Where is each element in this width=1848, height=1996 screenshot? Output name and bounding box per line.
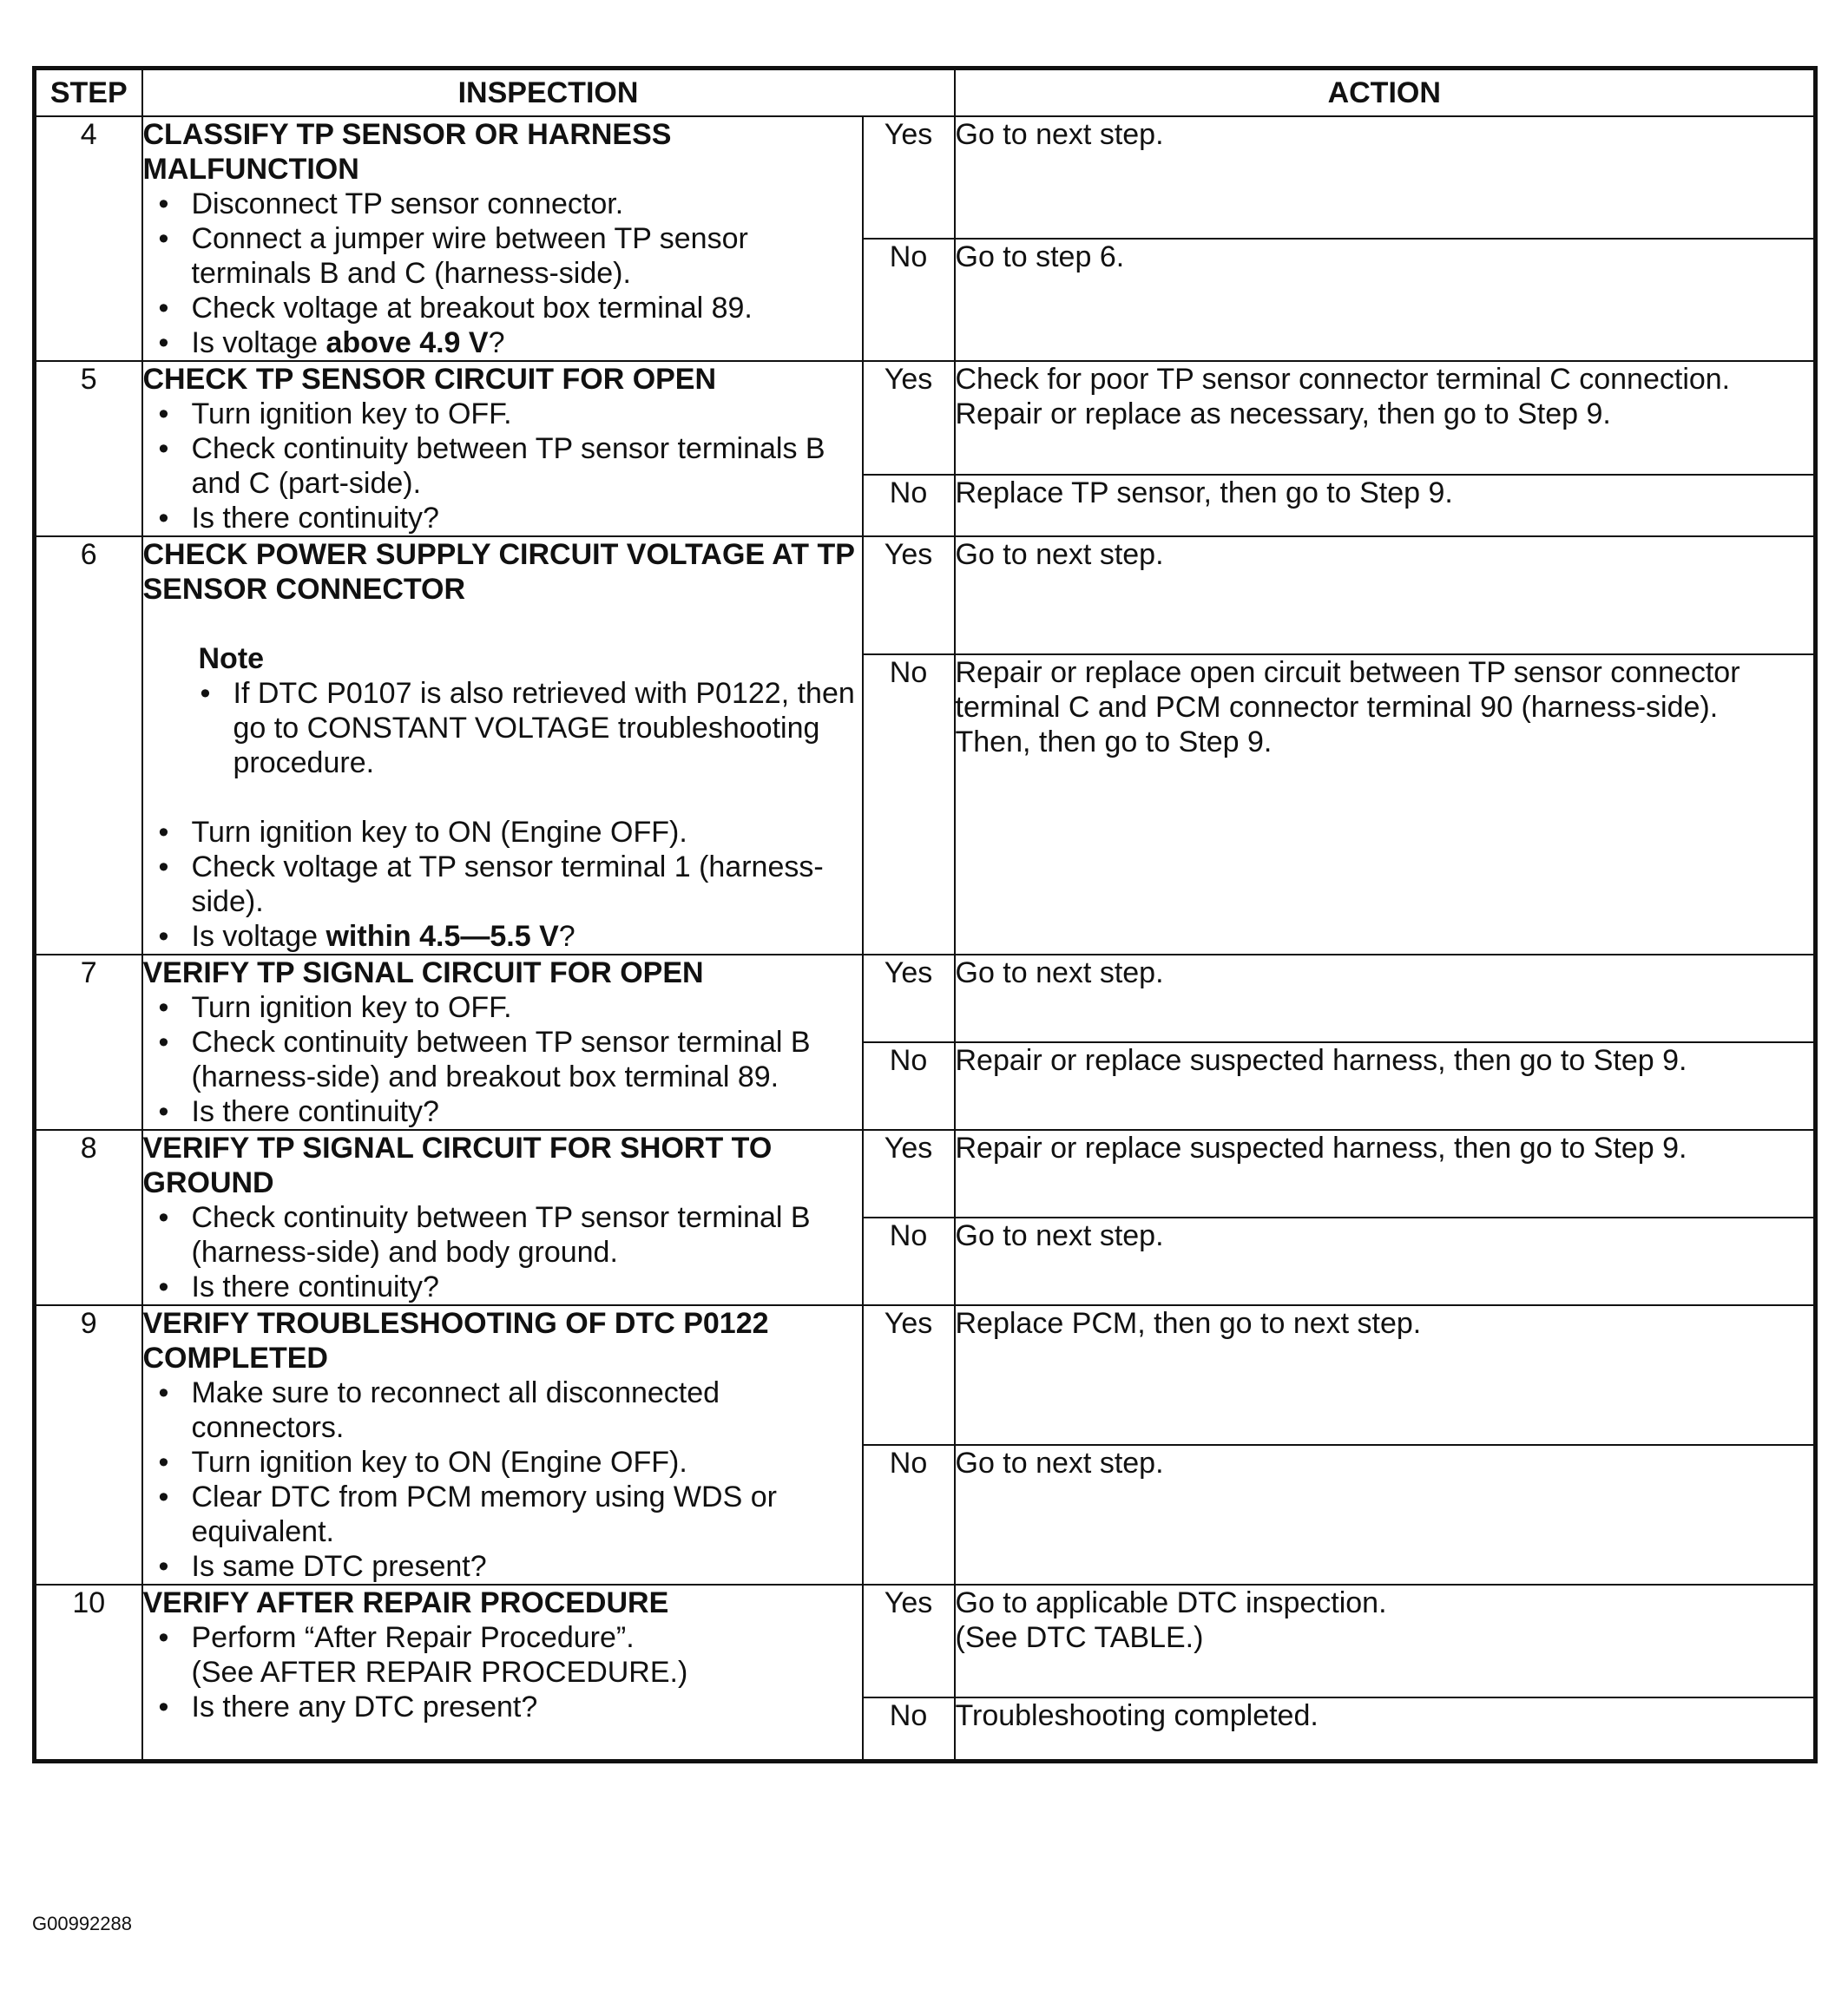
header-inspection: INSPECTION bbox=[142, 69, 955, 117]
no-action: Repair or replace suspected harness, then go to Step 9. bbox=[955, 1042, 1816, 1130]
step-5-row bbox=[35, 361, 1816, 475]
step-title: VERIFY TROUBLESHOOTING OF DTC P0122 COMPLETED bbox=[142, 1307, 769, 1375]
step-bullets bbox=[143, 187, 862, 360]
step-title: VERIFY TP SIGNAL CIRCUIT FOR SHORT TO GROUND bbox=[142, 1132, 773, 1199]
step-number: 7 bbox=[35, 955, 142, 1130]
bullet-item: • Is same DTC present? bbox=[192, 1549, 862, 1584]
bullet-item: • Check continuity between TP sensor terminals B and C (part-side). bbox=[192, 431, 862, 501]
yes-action: Repair or replace suspected harness, then go to Step 9. bbox=[955, 1130, 1816, 1218]
no-action: Replace TP sensor, then go to Step 9. bbox=[955, 475, 1816, 536]
step-inspection bbox=[142, 116, 863, 361]
no-action: Go to step 6. bbox=[955, 239, 1816, 361]
bullet-item: • Check voltage at TP sensor terminal 1 (harness-side). bbox=[192, 850, 862, 919]
bullet-item: • Turn ignition key to ON (Engine OFF). bbox=[192, 815, 862, 850]
no-action: Go to next step. bbox=[955, 1218, 1816, 1305]
no-action: Troubleshooting completed. bbox=[955, 1697, 1816, 1761]
bullet-item: • Is there continuity? bbox=[192, 1270, 862, 1304]
step-number: 8 bbox=[35, 1130, 142, 1305]
no-label: No bbox=[863, 239, 955, 361]
yes-action: Check for poor TP sensor connector terminal C connection. Repair or replace as necessary, then go to Step 9. bbox=[955, 361, 1816, 475]
step-inspection bbox=[142, 955, 863, 1130]
yes-label: Yes bbox=[863, 1305, 955, 1445]
note-label: Note bbox=[198, 642, 265, 675]
bullet-question bbox=[192, 325, 862, 360]
table-header-row bbox=[35, 69, 1816, 117]
bullet-item: • Connect a jumper wire between TP sensor terminals B and C (harness-side). bbox=[192, 221, 862, 291]
step-title: VERIFY TP SIGNAL CIRCUIT FOR OPEN bbox=[142, 956, 704, 989]
bullet-question bbox=[192, 919, 862, 954]
step-number: 5 bbox=[35, 361, 142, 536]
bullet-item: • Clear DTC from PCM memory using WDS or equivalent. bbox=[192, 1480, 862, 1549]
no-label: No bbox=[863, 1218, 955, 1305]
step-bullets bbox=[143, 1376, 862, 1584]
yes-action: Go to applicable DTC inspection. (See DTC TABLE.) bbox=[955, 1585, 1816, 1697]
step-number: 4 bbox=[35, 116, 142, 361]
bullet-item: • Turn ignition key to ON (Engine OFF). bbox=[192, 1445, 862, 1480]
step-title: CHECK TP SENSOR CIRCUIT FOR OPEN bbox=[142, 363, 717, 396]
step-number: 10 bbox=[35, 1585, 142, 1762]
bullet-item: • Make sure to reconnect all disconnected connectors. bbox=[192, 1376, 862, 1445]
step-9-row bbox=[35, 1305, 1816, 1445]
no-label: No bbox=[863, 654, 955, 955]
yes-label: Yes bbox=[863, 1585, 955, 1697]
yes-action: Go to next step. bbox=[955, 955, 1816, 1042]
step-number: 6 bbox=[35, 536, 142, 955]
figure-id: G00992288 bbox=[32, 1913, 132, 1934]
step-title: CLASSIFY TP SENSOR OR HARNESS MALFUNCTION bbox=[142, 118, 672, 186]
no-label: No bbox=[863, 475, 955, 536]
step-bullets bbox=[143, 1620, 862, 1724]
question-mark: ? bbox=[488, 326, 505, 359]
yes-label: Yes bbox=[863, 116, 955, 239]
bullet-item: • Check continuity between TP sensor terminal B (harness-side) and body ground. bbox=[192, 1200, 862, 1270]
step-inspection bbox=[142, 1305, 863, 1585]
question-text: Is voltage bbox=[191, 920, 326, 953]
yes-action: Go to next step. bbox=[955, 536, 1816, 654]
step-10-row bbox=[35, 1585, 1816, 1697]
inspection-table bbox=[32, 66, 1818, 1763]
yes-label: Yes bbox=[863, 536, 955, 654]
yes-label: Yes bbox=[863, 955, 955, 1042]
step-number: 9 bbox=[35, 1305, 142, 1585]
step-4-row bbox=[35, 116, 1816, 239]
step-inspection bbox=[142, 536, 863, 955]
step-7-row bbox=[35, 955, 1816, 1042]
no-label: No bbox=[863, 1042, 955, 1130]
bullet-item: • Perform “After Repair Procedure”. (See AFTER REPAIR PROCEDURE.) bbox=[192, 1620, 862, 1690]
bullet-item: • Turn ignition key to OFF. bbox=[192, 990, 862, 1025]
step-title: VERIFY AFTER REPAIR PROCEDURE bbox=[142, 1586, 669, 1619]
bullet-item: • Disconnect TP sensor connector. bbox=[192, 187, 862, 221]
question-text: Is voltage bbox=[191, 326, 326, 359]
step-inspection bbox=[142, 1130, 863, 1305]
yes-label: Yes bbox=[863, 1130, 955, 1218]
step-8-row bbox=[35, 1130, 1816, 1218]
question-criterion: within 4.5—5.5 V bbox=[326, 920, 559, 953]
step-bullets bbox=[143, 1200, 862, 1304]
bullet-item: • Turn ignition key to OFF. bbox=[192, 397, 862, 431]
step-bullets bbox=[143, 397, 862, 535]
header-action: ACTION bbox=[955, 69, 1816, 117]
step-inspection bbox=[142, 1585, 863, 1762]
yes-action: Replace PCM, then go to next step. bbox=[955, 1305, 1816, 1445]
note-bullets bbox=[199, 676, 862, 780]
no-action: Go to next step. bbox=[955, 1445, 1816, 1585]
bullet-item: • Check continuity between TP sensor terminal B (harness-side) and breakout box terminal 89. bbox=[192, 1025, 862, 1094]
no-label: No bbox=[863, 1697, 955, 1761]
note-bullet: • If DTC P0107 is also retrieved with P0122, then go to CONSTANT VOLTAGE troubleshooting procedure. bbox=[233, 676, 862, 780]
no-label: No bbox=[863, 1445, 955, 1585]
step-title: CHECK POWER SUPPLY CIRCUIT VOLTAGE AT TP SENSOR CONNECTOR bbox=[142, 538, 855, 606]
note-block bbox=[143, 641, 862, 780]
step-6-row bbox=[35, 536, 1816, 654]
header-step: STEP bbox=[35, 69, 142, 117]
step-inspection bbox=[142, 361, 863, 536]
yes-action: Go to next step. bbox=[955, 116, 1816, 239]
bullet-item: • Check voltage at breakout box terminal 89. bbox=[192, 291, 862, 325]
bullet-item: • Is there continuity? bbox=[192, 501, 862, 535]
bullet-item: • Is there any DTC present? bbox=[192, 1690, 862, 1724]
step-bullets bbox=[143, 990, 862, 1129]
yes-label: Yes bbox=[863, 361, 955, 475]
step-bullets bbox=[143, 815, 862, 954]
no-action: Repair or replace open circuit between TP sensor connector terminal C and PCM connector terminal 90 (harness-side). Then, then go to Step 9. bbox=[955, 654, 1816, 955]
bullet-item: • Is there continuity? bbox=[192, 1094, 862, 1129]
question-mark: ? bbox=[558, 920, 575, 953]
question-criterion: above 4.9 V bbox=[326, 326, 489, 359]
